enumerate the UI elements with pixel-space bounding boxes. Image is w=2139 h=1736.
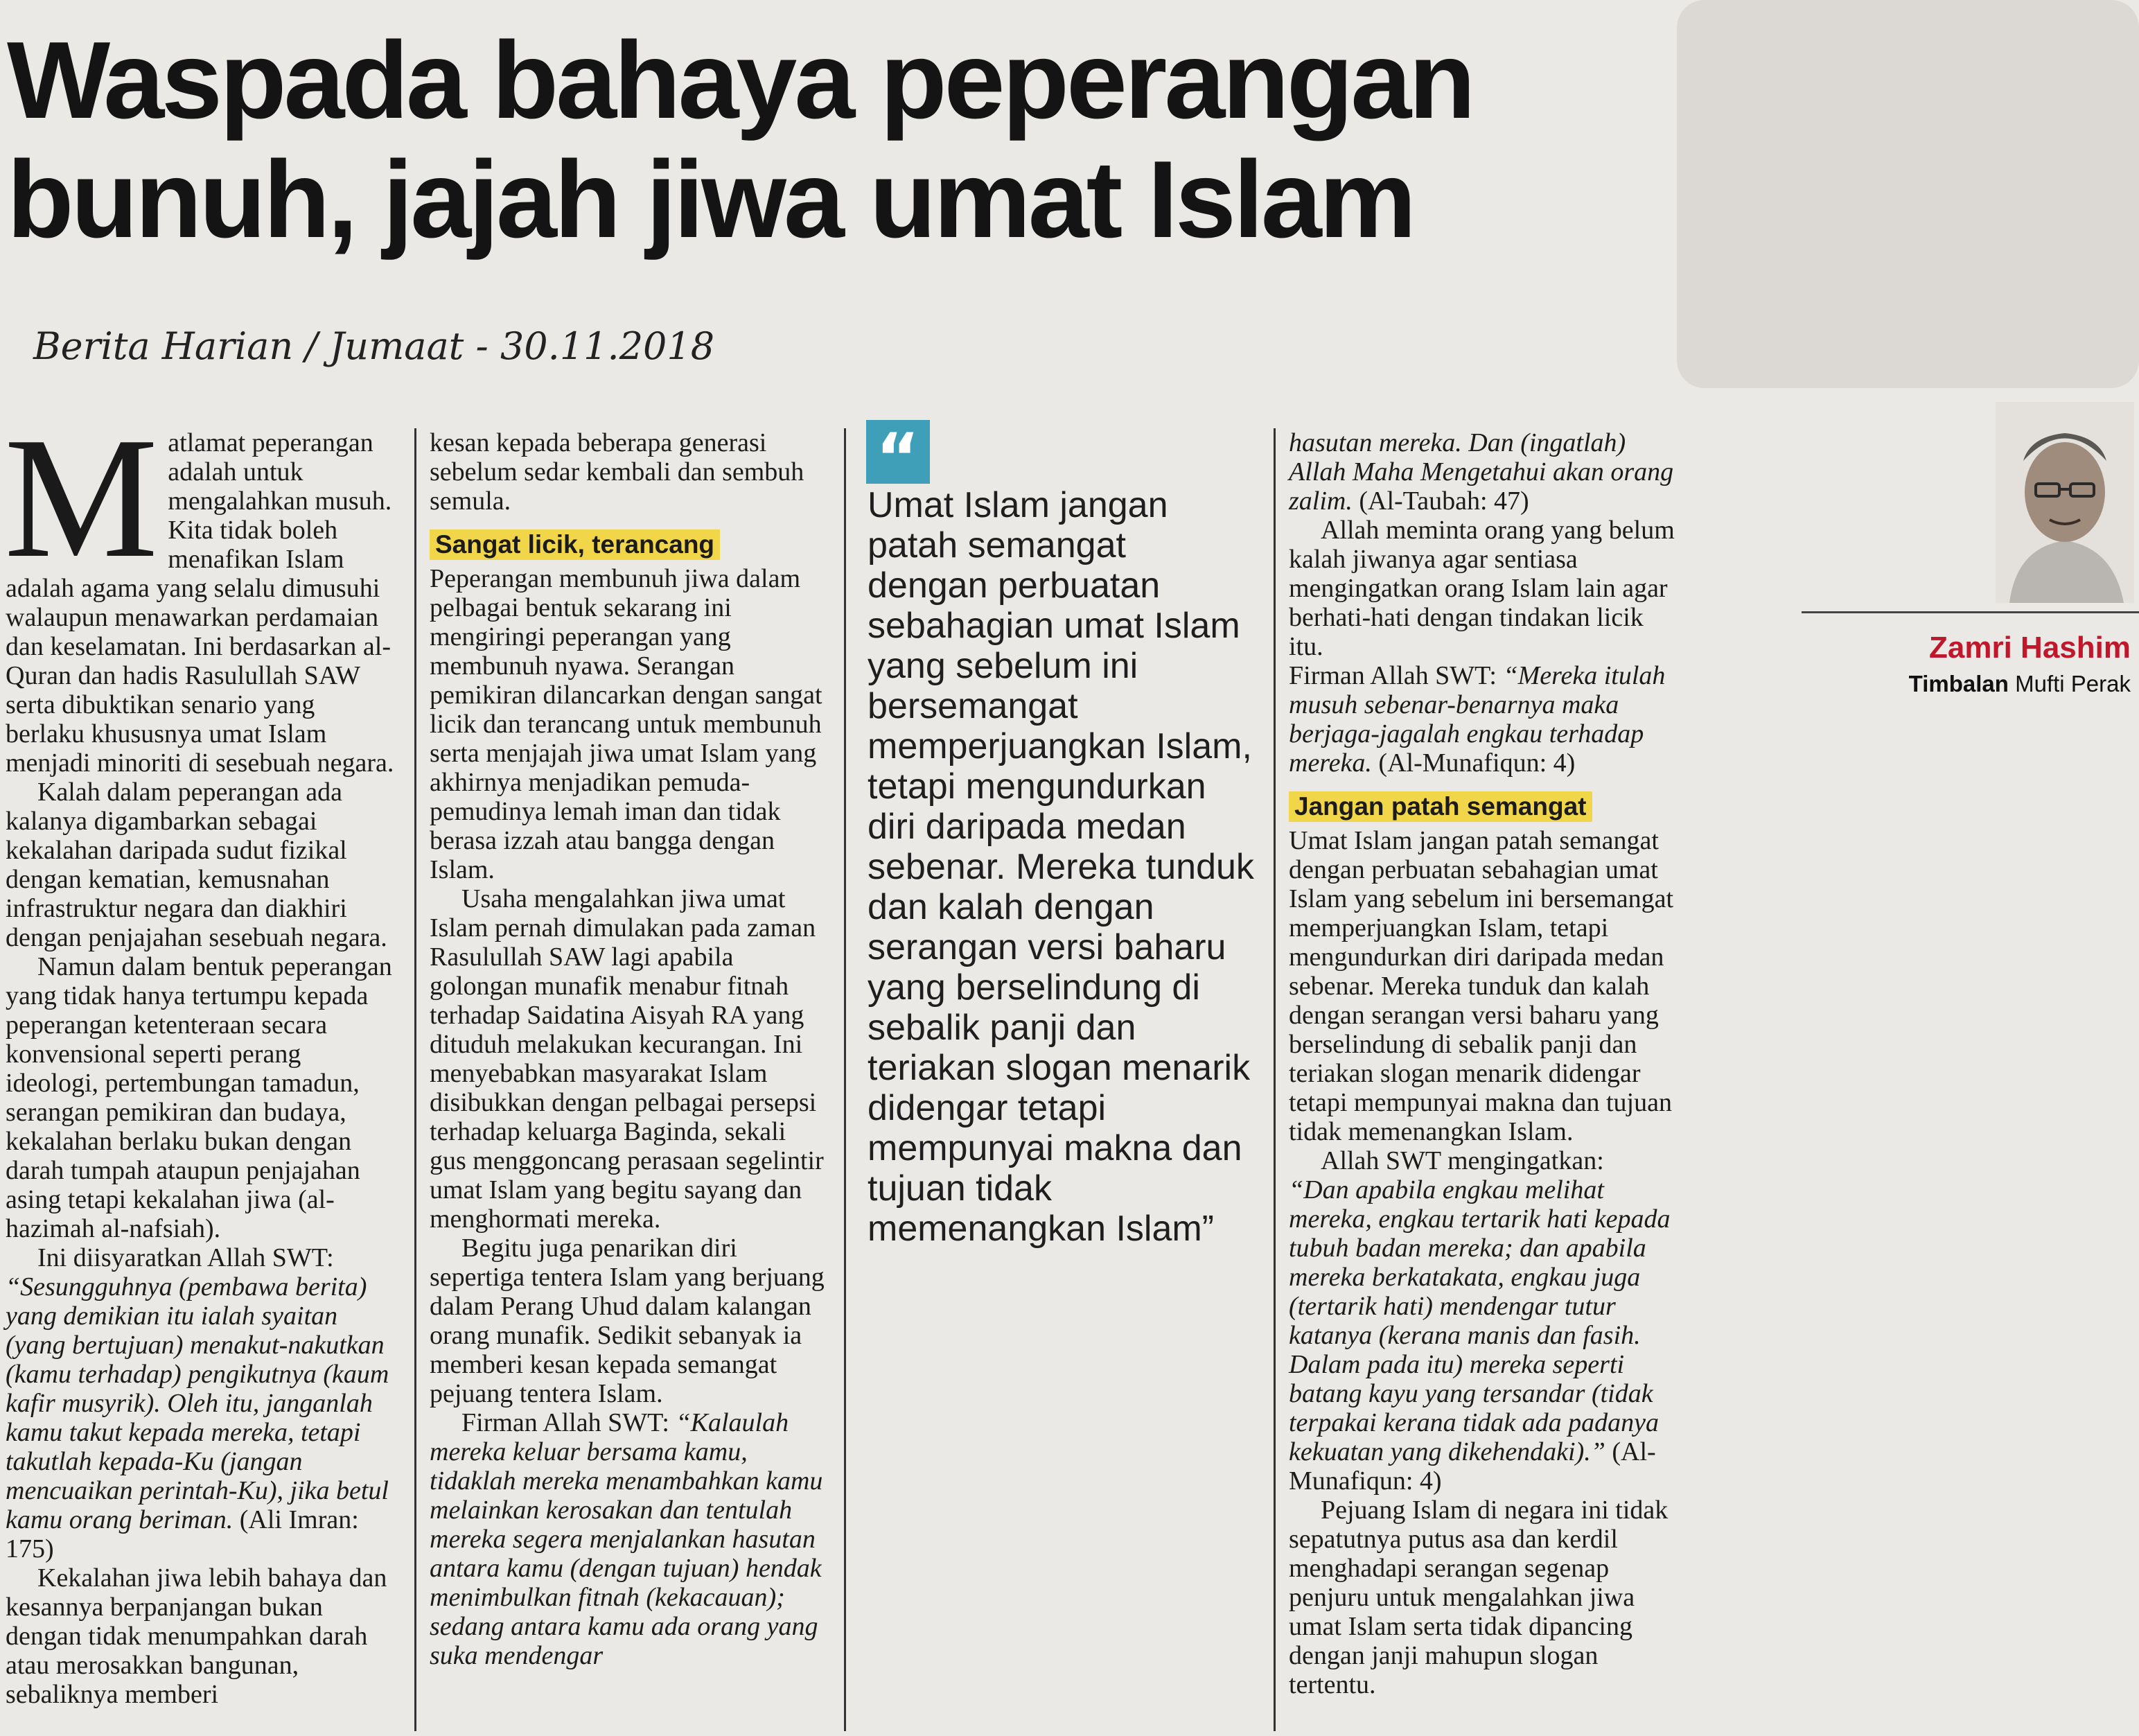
author-title: Timbalan Mufti Perak <box>1908 671 2131 696</box>
paragraph: Namun dalam bentuk peperangan yang tidak hanya tertumpu kepada peperangan ketenteraan secara konvensional seperti perang ideologi, pertembungan tamadun, serangan pemikiran dan budaya, kekalahan berlaku bukan dengan darah tumpah ataupun penjajahan asing tetapi kekalahan jiwa (al-hazimah al-nafsiah). <box>6 952 392 1243</box>
paragraph: Allah SWT mengingatkan: <box>1321 1146 1604 1175</box>
subheading: Sangat licik, terancang <box>430 529 720 560</box>
quote-paragraph <box>430 1408 825 1670</box>
quote-paragraph <box>1289 661 1684 778</box>
quote-reference: (Al-Munafiqun: 4) <box>1289 1437 1656 1496</box>
pull-quote: Umat Islam jangan patah semangat dengan perbuatan sebahagian umat Islam yang sebelum ini bersemangat memperjuangkan Islam, tetapi mengundurkan diri daripada medan sebenar. Mereka tunduk dan kalah dengan serangan versi baharu yang berselindung di sebalik panji dan teriakan slogan menarik didengar tetapi mempunyai makna dan tujuan tidak memenangkan Islam” <box>868 485 1254 1249</box>
quote-lead: Firman Allah SWT: <box>461 1408 669 1437</box>
quote-text: “Sesungguhnya (pembawa berita) yang demikian itu ialah syaitan (yang bertujuan) menakut-nakutkan (kamu terhadap) pengikutnya (kaum kafir musyrik). Oleh itu, janganlah kamu takut kepada mereka, tetapi takutlah kepada-Ku (jangan mencuaikan perintah-Ku), jika betul kamu orang beriman. <box>6 1272 389 1534</box>
paragraph: Usaha mengalahkan jiwa umat Islam pernah dimulakan pada zaman Rasulullah SAW lagi apabila golongan munafik menabur fitnah terhadap Saidatina Aisyah RA yang dituduh melakukan kecurangan. Ini menyebabkan masyarakat Islam disibukkan dengan pelbagai persepsi terhadap keluarga Baginda, sekali gus menggoncang perasaan segelintir umat Islam yang begitu sayang dan menghormati mereka. <box>430 884 824 1234</box>
quote-paragraph <box>6 1272 397 1563</box>
quote-text: “Dan apabila engkau melihat mereka, engkau tertarik hati kepada tubuh badan mereka; dan apabila mereka berkatakata, engkau juga (tertarik hati) mendengar tutur katanya (kerana manis dan fasih. Dalam pada itu) mereka seperti batang kayu yang tersandar (tidak terpakai kerana tidak ada padanya kekuatan yang dikehendaki).” <box>1289 1175 1671 1466</box>
paragraph: kesan kepada beberapa generasi sebelum sedar kembali dan sembuh semula. <box>430 428 804 516</box>
background-photo <box>1677 0 2139 388</box>
paragraph: Begitu juga penarikan diri sepertiga tentera Islam yang berjuang dalam Perang Uhud dalam kalangan orang munafik. Sedikit sebanyak ia memberi kesan kepada semangat pejuang tentera Islam. <box>430 1234 825 1408</box>
paragraph: Pejuang Islam di negara ini tidak sepatutnya putus asa dan kerdil menghadapi serangan segenap penjuru untuk mengalahkan jiwa umat Islam serta tidak dipancing dengan janji mahupun slogan tertentu. <box>1289 1496 1669 1699</box>
quote-text: “Mereka itulah musuh sebenar-benarnya maka berjaga-jagalah engkau terhadap mereka. <box>1289 661 1666 778</box>
article-column-1 <box>4 402 397 1709</box>
quote-text: hasutan mereka. Dan (ingatlah) Allah Maha Mengetahui akan orang zalim. <box>1289 428 1674 516</box>
quote-lead: Firman Allah SWT: <box>1289 661 1497 690</box>
paragraph: atlamat peperangan adalah untuk mengalahkan musuh. Kita tidak boleh menafikan Islam adalah agama yang selalu dimusuhi walaupun menawarkan perdamaian dan keselamatan. Ini berdasarkan al-Quran dan hadis Rasulullah SAW serta dibuktikan senario yang berlaku khususnya umat Islam menjadi minoriti di sesebuah negara. <box>6 428 394 778</box>
article-column-4 <box>1289 428 1684 1699</box>
paragraph: Kalah dalam peperangan ada kalanya digambarkan sebagai kekalahan daripada sudut fizikal dengan kematian, kemusnahan infrastruktur negara dan diakhiri dengan penjajahan sesebuah negara. <box>6 778 387 952</box>
quote-icon: “ <box>866 420 930 484</box>
author-name: Zamri Hashim <box>1929 631 2131 665</box>
paragraph: Umat Islam jangan patah semangat dengan perbuatan sebahagian umat Islam yang sebelum ini bersemangat memperjuangkan Islam, tetapi mengundurkan diri daripada medan sebenar. Mereka tunduk dan kalah dengan serangan versi baharu yang berselindung di sebalik panji dan teriakan slogan menarik didengar tetapi mempunyai makna dan tujuan tidak memenangkan Islam. <box>1289 826 1674 1146</box>
author-photo <box>1996 402 2134 603</box>
headline: Waspada bahaya peperangan bunuh, jajah jiwa umat Islam <box>7 19 1473 261</box>
quote-paragraph <box>1289 1175 1684 1496</box>
quote-paragraph <box>1289 428 1684 516</box>
column-divider <box>1274 428 1276 1731</box>
paragraph: Peperangan membunuh jiwa dalam pelbagai bentuk sekarang ini mengiringi peperangan yang membunuh nyawa. Serangan pemikiran dilancarkan dengan sangat licik dan terancang untuk membunuh serta menjajah jiwa umat Islam yang akhirnya menjadikan pemuda-pemudinya lemah iman dan tidak berasa izzah atau bangga dengan Islam. <box>430 564 822 884</box>
column-divider <box>844 428 846 1731</box>
subheading: Jangan patah semangat <box>1289 791 1592 822</box>
paragraph: Allah meminta orang yang belum kalah jiwanya agar sentiasa mengingatkan orang Islam lain agar berhati-hati dengan tindakan licik itu. <box>1289 516 1675 661</box>
paragraph: Ini diisyaratkan Allah SWT: <box>37 1243 334 1272</box>
quote-reference: (Al-Munafiqun: 4) <box>1378 748 1576 778</box>
quote-text: “Kalaulah mereka keluar bersama kamu, tidaklah mereka menambahkan kamu melainkan kerosakan dan tentulah mereka segera menjalankan hasutan antara kamu (dengan tujuan) hendak menimbulkan fitnah (kekacauan); sedang antara kamu ada orang yang suka mendengar <box>430 1408 823 1670</box>
quote-reference: (Al-Taubah: 47) <box>1359 486 1529 516</box>
author-divider <box>1802 611 2139 613</box>
drop-cap: M <box>4 402 159 594</box>
column-divider <box>414 428 416 1731</box>
article-column-2 <box>430 428 825 1670</box>
quote-reference: (Ali Imran: 175) <box>6 1505 359 1563</box>
paragraph: Kekalahan jiwa lebih bahaya dan kesannya berpanjangan bukan dengan tidak menumpahkan darah atau merosakkan bangunan, sebaliknya memberi <box>6 1563 387 1709</box>
source-handwritten-note: Berita Harian / Jumaat - 30.11.2018 <box>33 324 715 368</box>
